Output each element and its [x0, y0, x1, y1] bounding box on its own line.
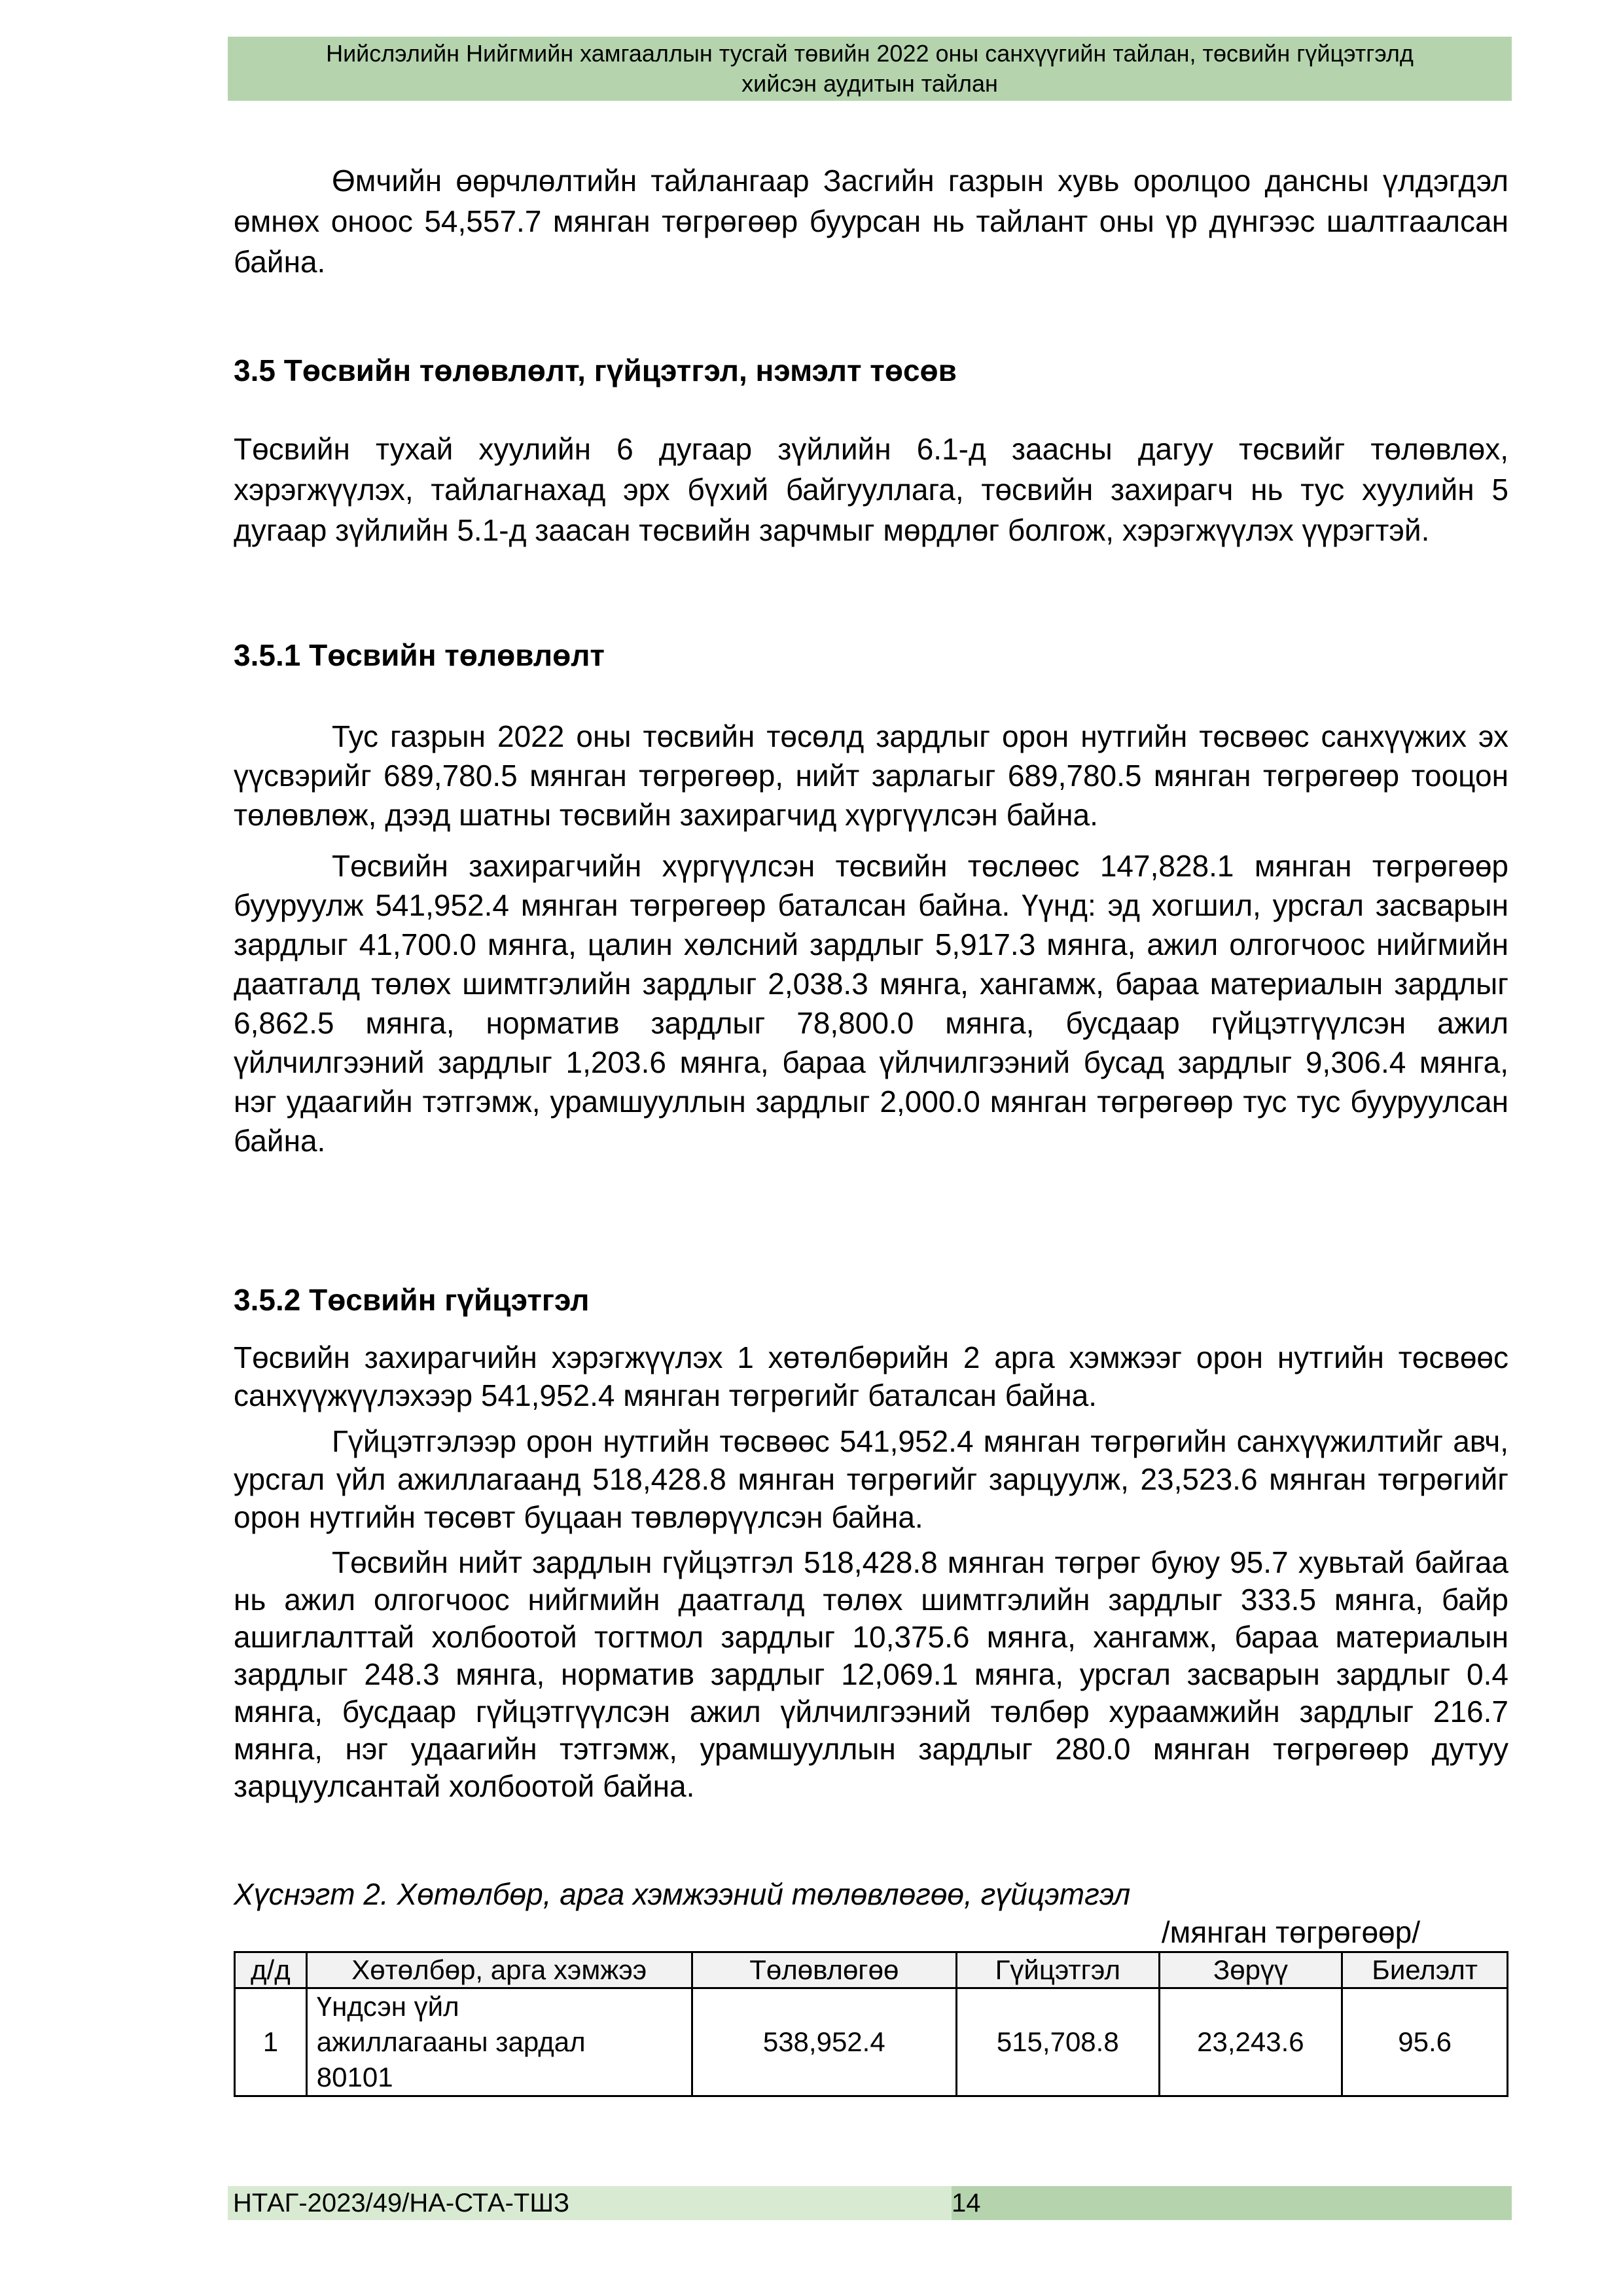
section-3-5: [234, 350, 1508, 391]
cell-plan: 538,952.4: [692, 1988, 956, 2096]
cell-program: [306, 1988, 692, 2096]
running-header: [228, 37, 1512, 101]
table-row: [235, 1988, 1508, 2096]
col-header-program: Хөтөлбөр, арга хэмжээ: [306, 1952, 692, 1988]
table-caption: Хүснэгт 2. Хөтөлбөр, арга хэмжээний төлөвлөгөө, гүйцэтгэл: [234, 1877, 1131, 1911]
section-3-5-1: [234, 635, 1508, 675]
cell-program-line-1: Үндсэн үйл: [316, 1991, 459, 2022]
section-3-5-1-title: 3.5.1 Төсвийн төлөвлөлт: [234, 638, 605, 672]
intro-block: [234, 160, 1508, 282]
section-3-5-1-body: [234, 717, 1508, 1160]
table-unit: /мянган төгрөгөөр/: [1161, 1915, 1420, 1949]
section-3-5-2-paragraph-2: Гүйцэтгэлээр орон нутгийн төсвөөс 541,952.4 мянган төгрөгийн санхүүжилтийг авч, урсгал үйл ажиллагаанд 518,428.8 мянган төгрөгийг зарцуулж, 23,523.6 мянган төгрөгийг орон нутгийн төсөвт буцаан төвлөрүүлсэн байна.: [234, 1424, 1508, 1534]
section-3-5-2-body: [234, 1338, 1508, 1805]
col-header-execution-rate: Биелэлт: [1342, 1952, 1508, 1988]
footer-page-number: 14: [952, 2186, 1512, 2220]
cell-actual: 515,708.8: [956, 1988, 1159, 2096]
table-header-row: [235, 1952, 1508, 1988]
col-header-difference: Зөрүү: [1159, 1952, 1342, 1988]
running-header-line-2: хийсэн аудитын тайлан: [741, 70, 998, 97]
section-3-5-paragraph: Төсвийн тухай хуулийн 6 дугаар зүйлийн 6.1-д заасны дагуу төсвийг төлөвлөх, хэрэгжүүлэх, тайлагнахад эрх бүхий байгууллага, төсвийн захирагч нь тус хуулийн 5 дугаар зүйлийн 5.1-д заасан төсвийн зарчмыг мөрдлөг болгож, хэрэгжүүлэх үүрэгтэй.: [234, 432, 1508, 547]
table-block: [234, 1875, 1508, 2097]
section-3-5-2-paragraph-3: Төсвийн нийт зардлын гүйцэтгэл 518,428.8 мянган төгрөг буюу 95.7 хувьтай байгаа нь ажил олгогчоос нийгмийн даатгалд төлөх шимтгэлийн зардлыг 333.5 мянга, байр ашиглалттай холбоотой тогтмол зардлыг 10,375.6 мянга, хангамж, бараа материалын зардлыг 248.3 мянга, норматив зардлыг 12,069.1 мянга, урсгал засварын зардлыг 0.4 мянга, бусдаар гүйцэтгүүлсэн ажил үйлчилгээний төлбөр хураамжийн зардлыг 216.7 мянга, нэг удаагийн тэтгэмж, урамшууллын зардлыг 280.0 мянган төгрөгөөр дутуу зарцуулсантай холбоотой байна.: [234, 1545, 1508, 1803]
section-3-5-2-title: 3.5.2 Төсвийн гүйцэтгэл: [234, 1283, 590, 1317]
section-3-5-body: [234, 429, 1508, 550]
cell-difference: 23,243.6: [1159, 1988, 1342, 2096]
section-3-5-1-paragraph-2: Төсвийн захирагчийн хүргүүлсэн төсвийн төслөөс 147,828.1 мянган төгрөгөөр бууруулж 541,952.4 мянган төгрөгөөр баталсан байна. Үүнд: эд хогшил, урсгал засварын зардлыг 41,700.0 мянга, цалин хөлсний зардлыг 5,917.3 мянга, ажил олгогчоос нийгмийн даатгалд төлөх шимтгэлийн зардлыг 2,038.3 мянга, хангамж, бараа материалын зардлыг 6,862.5 мянга, норматив зардлыг 78,800.0 мянга, бусдаар гүйцэтгүүлсэн ажил үйлчилгээний зардлыг 1,203.6 мянга, бараа үйлчилгээний бусад зардлыг 9,306.4 мянга, нэг удаагийн тэтгэмж, урамшууллын зардлыг 2,000.0 мянган төгрөгөөр тус тус бууруулсан байна.: [234, 849, 1508, 1158]
section-3-5-2: [234, 1280, 1508, 1320]
cell-no: 1: [235, 1988, 307, 2096]
cell-program-line-2: ажиллагааны зардал: [316, 2026, 586, 2057]
running-header-line-1: Нийслэлийн Нийгмийн хамгааллын тусгай төвийн 2022 оны санхүүгийн тайлан, төсвийн гүйцэтгэлд: [326, 40, 1414, 67]
page-footer: [228, 2186, 1512, 2220]
footer-doc-code: НТАГ-2023/49/НА-СТА-ТШЗ: [228, 2186, 952, 2220]
section-3-5-title: 3.5 Төсвийн төлөвлөлт, гүйцэтгэл, нэмэлт төсөв: [234, 353, 957, 387]
col-header-no: д/д: [235, 1952, 307, 1988]
cell-program-line-3: 80101: [316, 2062, 393, 2092]
plan-performance-table: [234, 1951, 1508, 2097]
col-header-plan: Төлөвлөгөө: [692, 1952, 956, 1988]
section-3-5-1-paragraph-1: Тус газрын 2022 оны төсвийн төсөлд зардлыг орон нутгийн төсвөөс санхүүжих эх үүсвэрийг 689,780.5 мянган төгрөгөөр, нийт зарлагыг 689,780.5 мянган төгрөгөөр тооцон төлөвлөж, дээд шатны төсвийн захирагчид хүргүүлсэн байна.: [234, 719, 1508, 832]
col-header-actual: Гүйцэтгэл: [956, 1952, 1159, 1988]
cell-execution-rate: 95.6: [1342, 1988, 1508, 2096]
section-3-5-2-paragraph-1: Төсвийн захирагчийн хэрэгжүүлэх 1 хөтөлбөрийн 2 арга хэмжээг орон нутгийн төсвөөс санхүүжүүлэхээр 541,952.4 мянган төгрөгийг баталсан байна.: [234, 1340, 1508, 1412]
intro-paragraph: Өмчийн өөрчлөлтийн тайлангаар Засгийн газрын хувь оролцоо дансны үлдэгдэл өмнөх оноос 54,557.7 мянган төгрөгөөр буурсан нь тайлант оны үр дүнгээс шалтгаалсан байна.: [234, 164, 1508, 279]
